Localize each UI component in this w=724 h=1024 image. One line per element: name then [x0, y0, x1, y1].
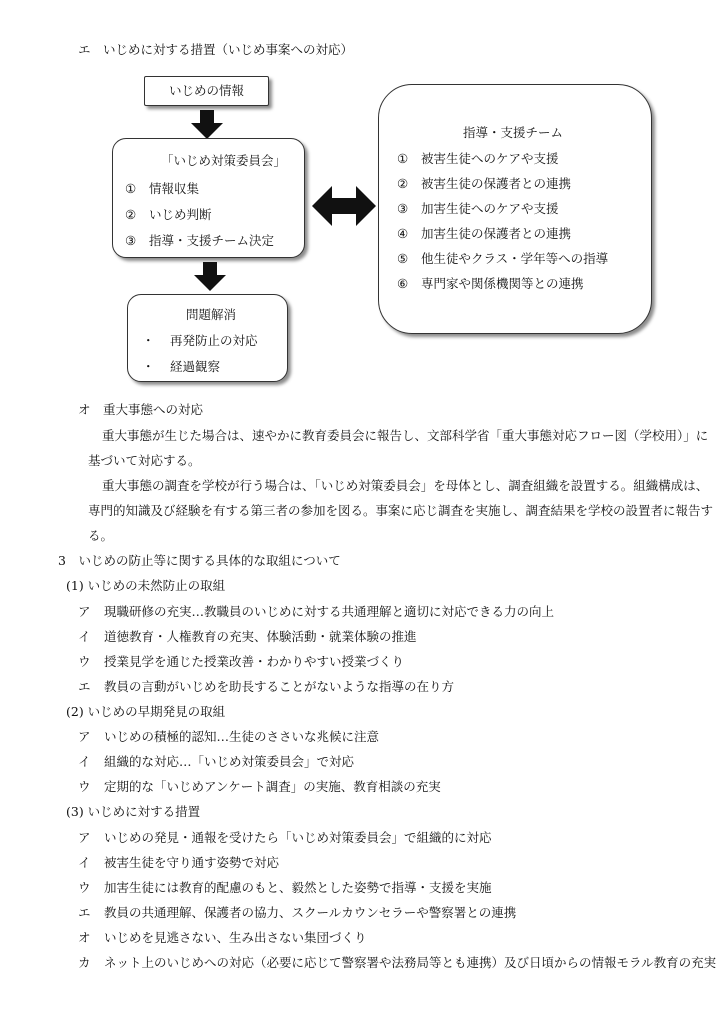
heading-o: オ 重大事態への対応 — [78, 402, 204, 417]
resolve-box — [127, 294, 288, 382]
item-bullet: ・ — [142, 333, 155, 348]
item-text: いじめの積極的認知…生徒のささいな兆候に注意 — [104, 729, 380, 744]
list-item — [78, 652, 404, 670]
paragraph-line: 重大事態が生じた場合は、速やかに教育委員会に報告し、文部科学省「重大事態対応フロー図（学校用）」に — [102, 428, 709, 443]
item-text: 指導・支援チーム決定 — [149, 233, 275, 248]
section-3-title: 3 いじめの防止等に関する具体的な取組について — [58, 553, 341, 568]
committee-item — [125, 231, 274, 249]
list-item — [78, 853, 279, 871]
item-text: 再発防止の対応 — [170, 333, 258, 348]
info-box — [144, 76, 269, 106]
list-item — [78, 727, 379, 745]
item-text: 教員の言動がいじめを助長することがないような指導の在り方 — [104, 679, 455, 694]
item-mark: ア — [78, 830, 91, 845]
item-mark: カ — [78, 955, 91, 970]
team-item — [397, 149, 559, 167]
team-item — [397, 249, 608, 267]
list-item — [78, 752, 354, 770]
list-item — [78, 627, 417, 645]
resolve-item — [142, 357, 220, 375]
committee-item — [125, 205, 212, 223]
item-text: 他生徒やクラス・学年等への指導 — [421, 251, 609, 266]
list-item — [78, 953, 716, 971]
item-text: 道徳教育・人権教育の充実、体験活動・就業体験の推進 — [104, 629, 417, 644]
item-number: ③ — [397, 201, 409, 216]
paragraph-line: 重大事態の調査を学校が行う場合は、「いじめ対策委員会」を母体とし、調査組織を設置する。組織構成は、 — [102, 478, 709, 493]
item-mark: エ — [78, 905, 91, 920]
team-item — [397, 224, 571, 242]
item-mark: オ — [78, 930, 91, 945]
item-number: ⑥ — [397, 276, 409, 291]
item-number: ① — [397, 151, 409, 166]
list-item — [78, 928, 367, 946]
list-item — [78, 878, 492, 896]
arrow-down-icon — [193, 262, 227, 292]
item-text: いじめの発見・通報を受けたら「いじめ対策委員会」で組織的に対応 — [104, 830, 492, 845]
item-text: ネット上のいじめへの対応（必要に応じて警察署や法務局等とも連携）及び日頃からの情報モラル教育の充実 — [104, 955, 717, 970]
paragraph-line: る。 — [88, 528, 114, 543]
team-item — [397, 274, 584, 292]
item-mark: イ — [78, 754, 91, 769]
item-bullet: ・ — [142, 359, 155, 374]
subsection-title: (1) いじめの未然防止の取組 — [66, 578, 226, 593]
resolve-title: 問題解消 — [186, 307, 237, 322]
item-text: いじめ判断 — [149, 207, 212, 222]
subsection-title: (2) いじめの早期発見の取組 — [66, 704, 226, 719]
item-mark: ウ — [78, 779, 91, 794]
item-text: 加害生徒へのケアや支援 — [421, 201, 559, 216]
double-arrow-icon — [312, 186, 376, 226]
item-text: 現職研修の充実…教職員のいじめに対する共通理解と適切に対応できる力の向上 — [104, 604, 555, 619]
item-number: ② — [397, 176, 409, 191]
item-text: 教員の共通理解、保護者の協力、スクールカウンセラーや警察署との連携 — [104, 905, 517, 920]
item-number: ④ — [397, 226, 409, 241]
info-box-label: いじめの情報 — [168, 83, 244, 98]
item-mark: イ — [78, 629, 91, 644]
item-mark: イ — [78, 855, 91, 870]
item-number: ③ — [125, 233, 137, 248]
item-text: 被害生徒へのケアや支援 — [421, 151, 559, 166]
list-item — [78, 677, 454, 695]
item-text: 加害生徒の保護者との連携 — [421, 226, 572, 241]
resolve-item — [142, 331, 258, 349]
item-number: ① — [125, 181, 137, 196]
item-text: 専門家や関係機関等との連携 — [421, 276, 584, 291]
item-text: 定期的な「いじめアンケート調査」の実施、教育相談の充実 — [104, 779, 441, 794]
item-text: 加害生徒には教育的配慮のもと、毅然とした姿勢で指導・支援を実施 — [104, 880, 492, 895]
list-item — [78, 903, 516, 921]
list-item — [78, 777, 441, 795]
item-number: ⑤ — [397, 251, 409, 266]
item-text: 経過観察 — [170, 359, 221, 374]
list-item — [78, 828, 492, 846]
committee-box — [112, 138, 305, 258]
item-mark: ア — [78, 604, 91, 619]
list-item — [78, 602, 554, 620]
committee-item — [125, 179, 199, 197]
item-text: 組織的な対応…「いじめ対策委員会」で対応 — [104, 754, 355, 769]
item-text: 授業見学を通じた授業改善・わかりやすい授業づくり — [104, 654, 405, 669]
item-text: いじめを見逃さない、生み出さない集団づくり — [104, 930, 367, 945]
committee-title: 「いじめ対策委員会」 — [161, 153, 287, 168]
item-mark: ア — [78, 729, 91, 744]
team-title: 指導・支援チーム — [463, 125, 564, 140]
item-text: 被害生徒の保護者との連携 — [421, 176, 572, 191]
subsection-title: (3) いじめに対する措置 — [66, 804, 201, 819]
team-item — [397, 199, 559, 217]
item-text: 情報収集 — [149, 181, 200, 196]
item-mark: ウ — [78, 880, 91, 895]
item-text: 被害生徒を守り通す姿勢で対応 — [104, 855, 280, 870]
item-mark: ウ — [78, 654, 91, 669]
item-number: ② — [125, 207, 137, 222]
arrow-down-icon — [190, 110, 224, 140]
paragraph-line: 基づいて対応する。 — [88, 453, 201, 468]
item-mark: エ — [78, 679, 91, 694]
team-item — [397, 174, 571, 192]
heading-e: エ いじめに対する措置（いじめ事案への対応） — [78, 42, 354, 57]
support-team-box — [378, 84, 652, 334]
paragraph-line: 専門的知識及び経験を有する第三者の参加を図る。事案に応じ調査を実施し、調査結果を学校の設置者に報告す — [88, 503, 714, 518]
